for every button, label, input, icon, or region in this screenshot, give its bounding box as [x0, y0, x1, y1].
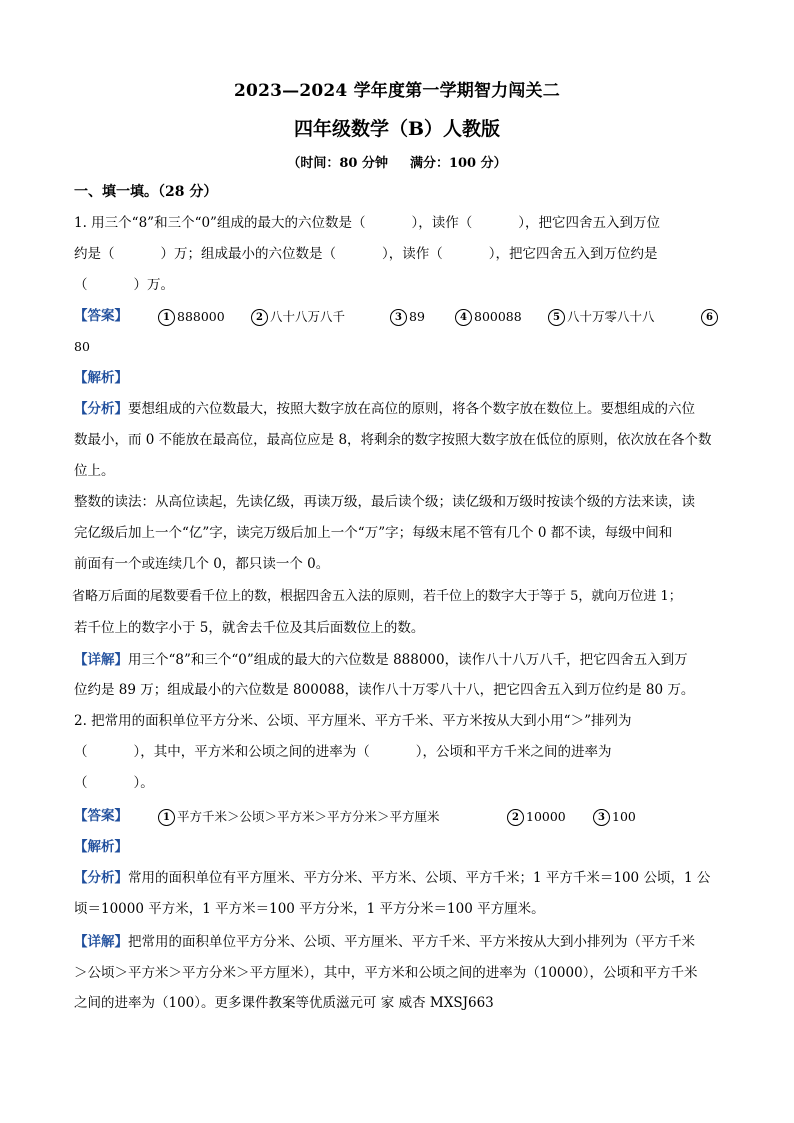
circled-number: 5 — [548, 309, 565, 326]
q2-answer-2 — [507, 807, 566, 827]
q1-answer-6-cont: 80 — [74, 339, 90, 354]
fenxi-tag: 【分析】 — [74, 870, 128, 886]
q1-answer-2 — [251, 307, 345, 327]
q2-xiangjie-2: ＞公顷＞平方米＞平方分米＞平方厘米），其中，平方米和公顷之间的进率为（10000），公顷和平方千米 — [74, 965, 698, 981]
q2-xiangjie-1 — [74, 932, 695, 952]
q1-line-2 — [74, 244, 658, 264]
q1-rounding-1: 省略万后面的尾数要看千位上的数，根据四舍五入法的原则，若千位上的数字大于等于 5，就向万位进 1； — [72, 589, 682, 604]
q1-reading-2: 完亿级后加上一个“亿”字，读完万级后加上一个“万”字；每级末尾不管有几个 0 都不读，每级中间和 — [74, 525, 673, 541]
document-subtitle: 四年级数学（B）人教版 — [293, 118, 501, 140]
q2-fenxi-1 — [74, 868, 710, 888]
circled-number: 1 — [158, 809, 175, 826]
exam-score: 满分：100 分） — [409, 156, 507, 171]
exam-info — [0, 152, 794, 171]
q1-answer-1 — [158, 307, 225, 327]
fenxi-tag: 【分析】 — [74, 401, 128, 417]
q1-text: ）万；组成最小的六位数是（ — [160, 246, 336, 262]
exam-time: （时间：80 分钟 — [287, 156, 388, 171]
q1-line-1 — [74, 213, 660, 233]
answer-value: 八十万零八十八 — [567, 309, 655, 324]
circled-number: 3 — [390, 309, 407, 326]
circled-number: 2 — [251, 309, 268, 326]
q1-answer-4 — [455, 307, 522, 327]
circled-number: 1 — [158, 309, 175, 326]
q2-line-1: 2. 把常用的面积单位平方分米、公顷、平方厘米、平方千米、平方米按从大到小用“＞”排列为 — [74, 713, 632, 729]
q2-line-3 — [74, 773, 154, 793]
answer-value: 八十八万八千 — [270, 309, 346, 324]
answer-value: 10000 — [526, 809, 566, 824]
q2-text: ），公顷和平方千米之间的进率为 — [415, 744, 612, 760]
q2-line-2 — [74, 742, 612, 762]
q1-xiangjie-1 — [74, 650, 688, 670]
q2-text: ）。 — [133, 775, 154, 791]
q1-text: ）万。 — [133, 277, 174, 293]
q1-analysis-tag: 【解析】 — [74, 370, 128, 386]
q1-text: ），读作（ — [411, 215, 473, 231]
q2-answer-3 — [593, 807, 636, 827]
q1-text: ），读作（ — [382, 246, 443, 262]
fenxi-text: 常用的面积单位有平方厘米、平方分米、平方米、公顷、平方千米；1 平方千米＝100 公顷，1 公 — [128, 870, 711, 886]
xiangjie-text: 把常用的面积单位平方分米、公顷、平方厘米、平方千米、平方米按从大到小排列为（平方千米 — [128, 934, 695, 950]
q1-text: ），把它四舍五入到万位 — [518, 215, 660, 231]
q1-text: （ — [74, 277, 88, 293]
q1-text: 约是（ — [74, 246, 115, 262]
xiangjie-tag: 【详解】 — [74, 652, 128, 668]
q1-fenxi-3: 位上。 — [74, 463, 115, 479]
q2-answer-1 — [158, 807, 440, 827]
q1-fenxi-1 — [74, 399, 695, 419]
section-heading: 一、填一填。（28 分） — [74, 184, 218, 200]
q1-answer-5 — [548, 307, 655, 327]
q1-line-3 — [74, 275, 174, 295]
circled-number: 2 — [507, 809, 524, 826]
xiangjie-tag: 【详解】 — [74, 934, 128, 950]
circled-number: 3 — [593, 809, 610, 826]
q1-reading-1: 整数的读法：从高位读起，先读亿级，再读万级，最后读个级；读亿级和万级时按读个级的方法来读，读 — [74, 494, 695, 510]
q2-analysis-tag: 【解析】 — [74, 839, 128, 855]
q2-text: （ — [74, 744, 88, 760]
q1-text: 1. 用三个“8”和三个“0”组成的最大的六位数是（ — [74, 215, 366, 231]
answer-value: 800088 — [474, 309, 522, 324]
q1-reading-3: 前面有一个或连续几个 0，都只读一个 0。 — [74, 556, 330, 572]
answer-value: 89 — [409, 309, 425, 324]
xiangjie-text: 用三个“8”和三个“0”组成的最大的六位数是 888000，读作八十八万八千，把它四舍五入到万 — [128, 652, 688, 668]
q1-fenxi-2: 数最小，而 0 不能放在最高位，最高位应是 8，将剩余的数字按照大数字放在低位的原则，依次放在各个数 — [74, 432, 712, 448]
q1-answer-3 — [390, 307, 425, 327]
answer-value: 100 — [612, 809, 636, 824]
q2-text: （ — [74, 775, 88, 791]
q2-fenxi-2: 顷＝10000 平方米，1 平方米＝100 平方分米，1 平方分米＝100 平方厘米。 — [74, 901, 545, 917]
fenxi-text: 要想组成的六位数最大，按照大数字放在高位的原则，将各个数字放在数位上。要想组成的六位 — [128, 401, 695, 417]
q2-answer-tag: 【答案】 — [74, 808, 128, 824]
answer-value: 888000 — [177, 309, 225, 324]
q2-xiangjie-3: 之间的进率为（100）。更多课件教案等优质滋元可 家 威杏 MXSJ663 — [74, 995, 494, 1011]
q1-xiangjie-2: 位约是 89 万；组成最小的六位数是 800088，读作八十万零八十八，把它四舍五入到万位约是 80 万。 — [74, 682, 695, 698]
document-title: 2023—2024 学年度第一学期智力闯关二 — [234, 81, 560, 101]
circled-number: 6 — [701, 309, 718, 326]
q1-rounding-2: 若千位上的数字小于 5，就舍去千位及其后面数位上的数。 — [74, 620, 425, 636]
answer-value: 平方千米＞公顷＞平方米＞平方分米＞平方厘米 — [177, 809, 440, 824]
q1-text: ），把它四舍五入到万位约是 — [488, 246, 658, 262]
q1-answer-6 — [701, 307, 720, 327]
q1-answer-tag: 【答案】 — [74, 308, 128, 324]
circled-number: 4 — [455, 309, 472, 326]
q2-text: ），其中，平方米和公顷之间的进率为（ — [133, 744, 370, 760]
